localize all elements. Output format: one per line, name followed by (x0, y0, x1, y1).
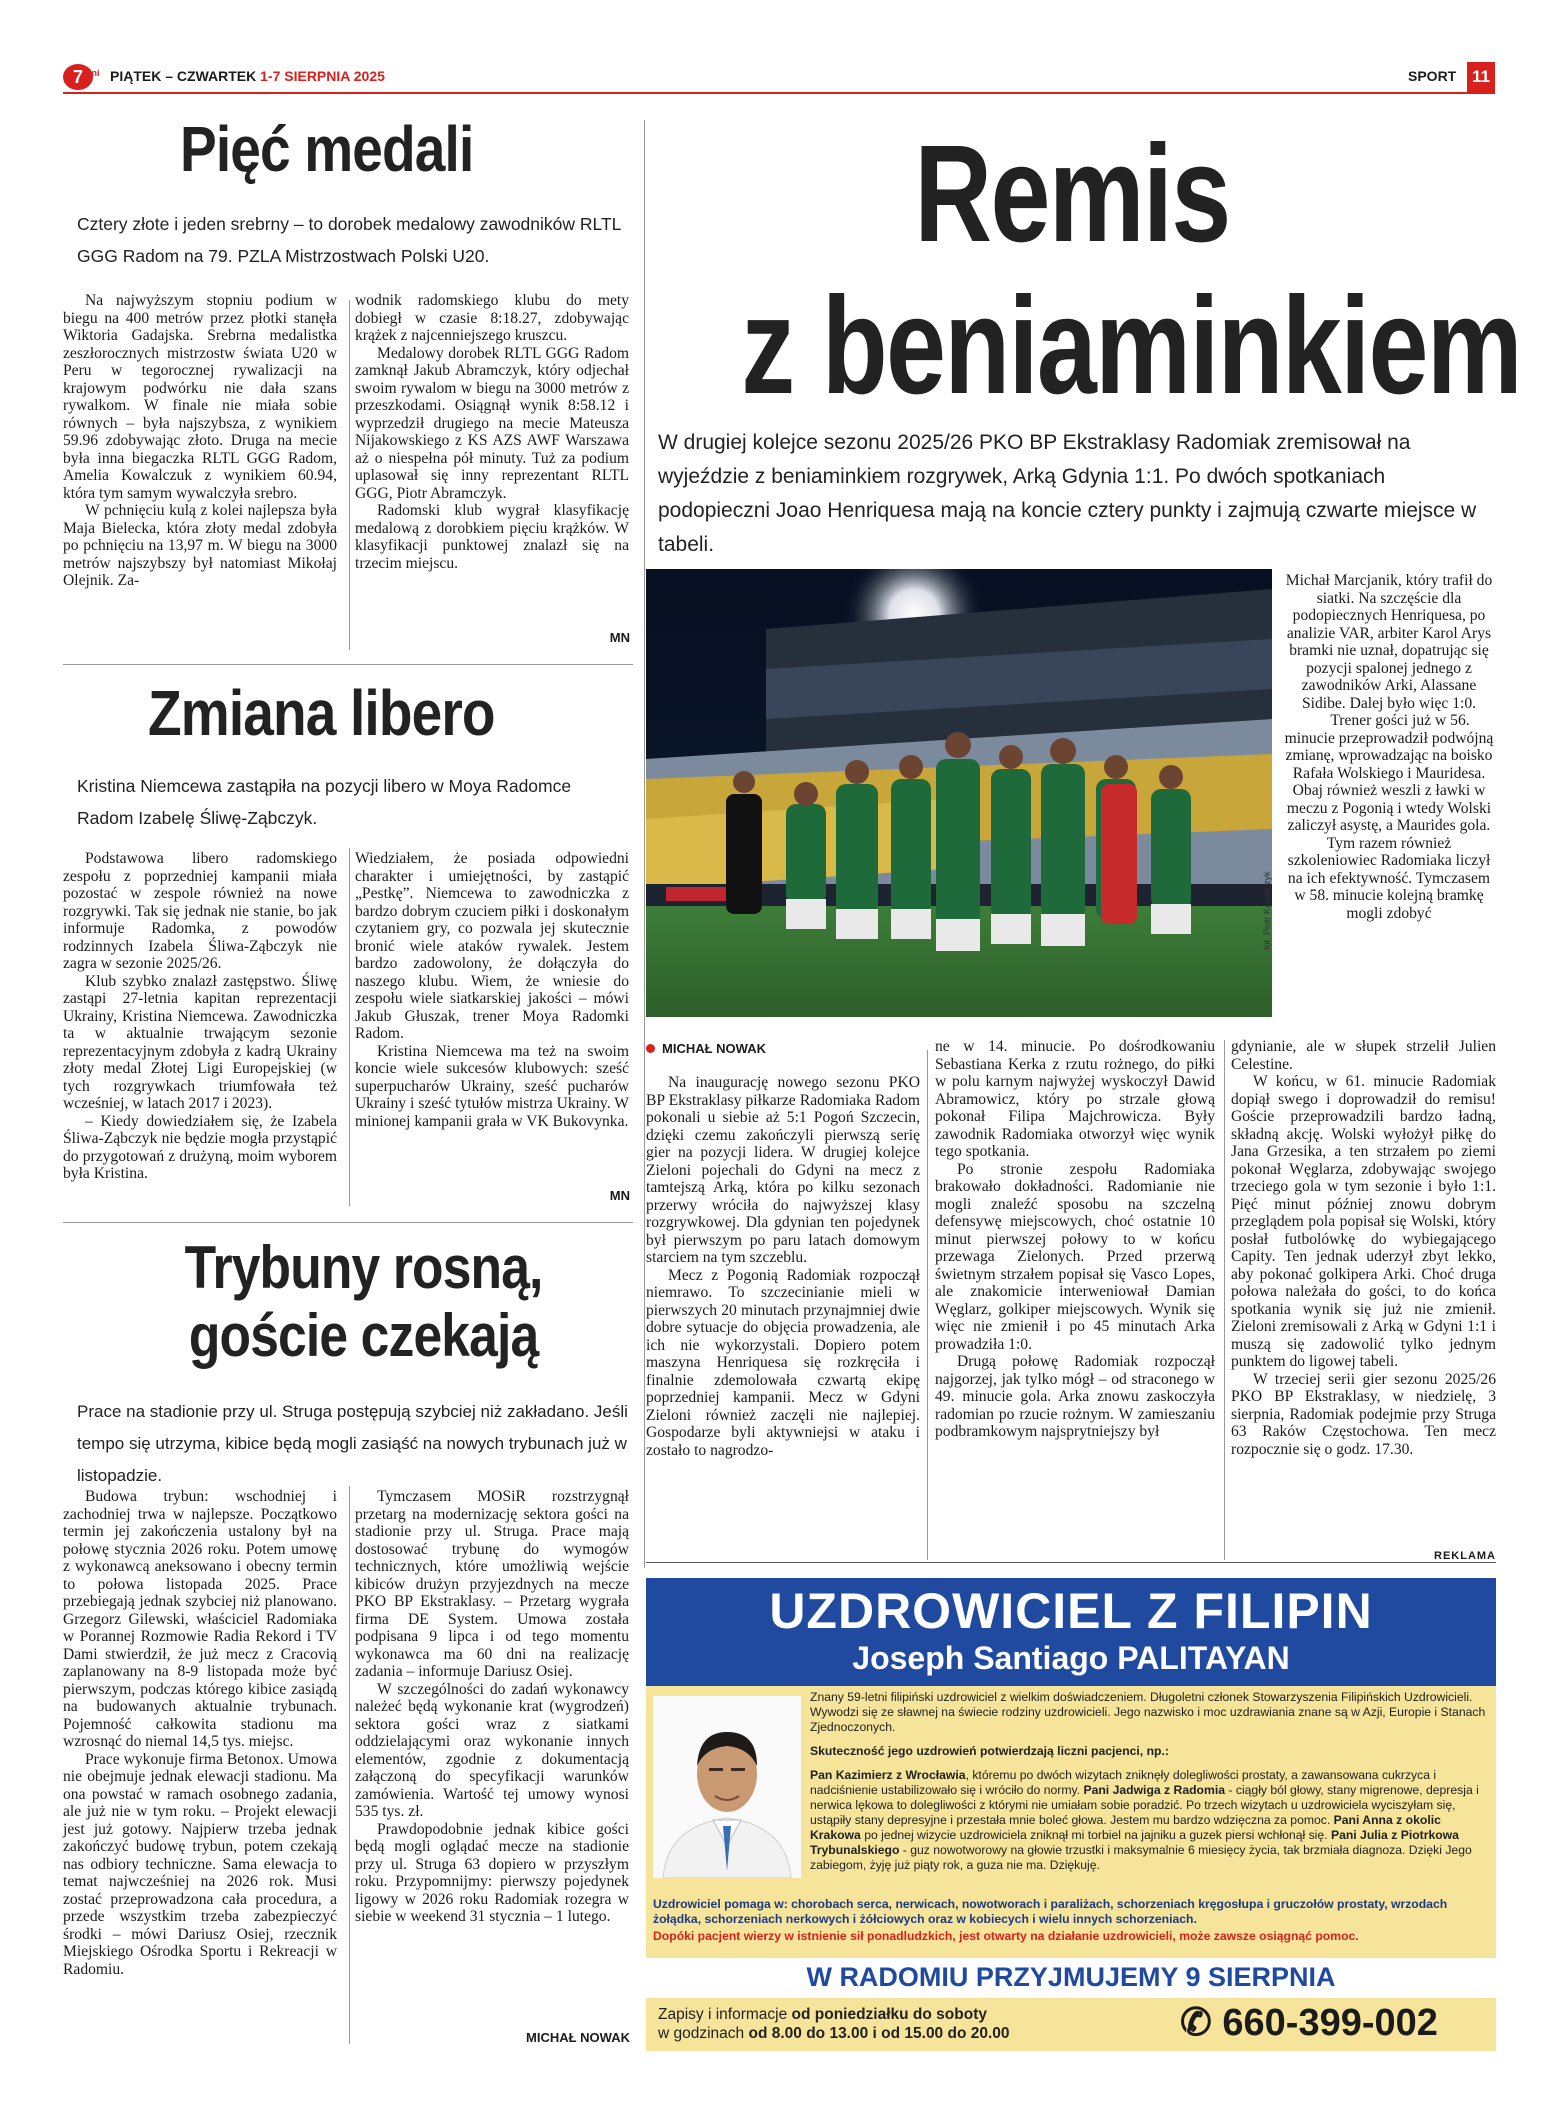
article-column (63, 850, 337, 1183)
paragraph: Trener gości już w 56. minucie przeprowadził podwójną zmianę, wprowadzając na boisko Rafała Wolskiego i Mauridesa. Obaj również weszli z ławki w meczu z Pogonią i wtedy Wolski zaliczył asystę, a Maurides gola. Tym razem również szkoleniowiec Radomiaka liczył na ich efektywność. Tymczasem w 58. minucie kolejną bramkę mogli zdobyć (1284, 712, 1494, 922)
match-photo (646, 569, 1272, 1017)
inner-divider (349, 1486, 350, 2044)
article-column (935, 1038, 1215, 1441)
inner-divider (1224, 1040, 1225, 1560)
paragraph: Na najwyższym stopniu podium w biegu na 400 metrów przez płotki stanęła Wiktoria Gadajska. Srebrna medalistka zeszłorocznych mistrzostw świata U20 w Peru w tegorocznej rywalizacji na krajowym podwórku nie dała szans rywalkom. W finale nie miała sobie równych – była najszybsza, z wynikiem 59.96 zdobywając złoto. Druga na mecie była inna biegaczka RLTL GGG Radom, Amelia Kowalczuk z wynikiem 60.94, która tym samym wywalczyła srebro. (63, 292, 337, 502)
article-lead: W drugiej kolejce sezonu 2025/26 PKO BP Ekstraklasy Radomiak zremisował na wyjeździe z beniaminkiem rozgrywek, Arką Gdynia 1:1. Po dwóch spotkaniach podopieczni Joao Henriquesa mają na koncie cztery punkty i zajmują czwarte miejsce w tabeli. (658, 431, 1477, 556)
article-title (140, 1234, 587, 1370)
ad-info-text: Zapisy i informacje (658, 2006, 792, 2023)
newspaper-logo: 7 (63, 64, 93, 90)
author-bullet-icon (646, 1044, 655, 1053)
inner-divider (349, 300, 350, 650)
paragraph: Prawdopodobnie jednak kibice gości będą mogli oglądać mecze na stadionie przy ul. Struga 63 dopiero w przyszłym roku. Przypomnijmy: pierwszy pojedynek ligowy w 2026 roku Radomiak rozegra w siebie w weekend 31 stycznia – 1 lutego. (355, 1820, 629, 1925)
paragraph: W szczególności do zadań wykonawcy należeć będą wykonanie krat (wygrodzeń) sektora gości wraz z siatkami oddzielającymi oraz wykonanie innych elementów, zgodnie z dokumentacją załączoną do specyfikacji warunków zamówienia. Wartość tej umowy wynosi 535 tys. zł. (355, 1680, 629, 1820)
article-column (646, 1074, 920, 1459)
inner-divider (349, 848, 350, 1206)
ad-confirm: Skuteczność jego uzdrowień potwierdzają liczni pacjenci, np.: (810, 1744, 1169, 1758)
ad-info-days: od poniedziałku do soboty (791, 2006, 987, 2023)
paragraph: Kristina Niemcewa ma też na swoim koncie wiele sukcesów klubowych: sześć superpucharów Ukrainy, sześć pucharów Ukrainy i sześć tytułów mistrza Ukrainy. W minionej kampanii grała w VK Bukovynka. (355, 1042, 629, 1130)
article-column (355, 1488, 629, 1926)
ad-healer-name: Joseph Santiago PALITAYAN (852, 1640, 1290, 1676)
paragraph: Radomski klub wygrał klasyfikację medalową z dorobkiem pięciu krążków. W klasyfikacji punktowej znalazł się na trzecim miejscu. (355, 502, 629, 572)
paragraph: – Kiedy dowiedziałem się, że Izabela Śliwa-Ząbczyk nie będzie mogła przystąpić do przygotowań z drużyną, moim wyborem była Kristina. (63, 1112, 337, 1182)
ad-title: UZDROWICIEL Z FILIPIN (769, 1583, 1373, 1639)
paragraph: W pchnięciu kulą z kolei najlepsza była Maja Bielecka, która złoty medal zdobyła po pchnięciu na 13,97 m. W biegu na 3000 metrów najszybszy był natomiast Mikołaj Olejnik. Za- (63, 502, 337, 589)
phone-icon: ✆ (1180, 2002, 1212, 2044)
section-name: SPORT (1408, 68, 1457, 84)
article-separator (63, 664, 633, 665)
paragraph: Podstawowa libero radomskiego zespołu z poprzedniej kampanii miała pozostać w zespole również na nowe rozgrywki. Tak się jednak nie stanie, bo jak informuje Radomka, z powodów rodzinnych Izabela Śliwa-Ząbczyk nie zagra w sezonie 2025/26. (63, 850, 337, 972)
title-line: z beniaminkiem (741, 269, 1522, 423)
paragraph: Klub szybko znalazł zastępstwo. Śliwę zastąpi 27-letnia kapitan reprezentacji Ukrainy, Kristina Niemcewa. Zawodniczka ta w aktualnie trwającym sezonie reprezentacyjnym zdobyła z kadrą Ukrainy złoty medal Złotej Ligi Europejskiej (w tych rozgrywkach triumfowała też wcześniej, w latach 2017 i 2023). (63, 972, 337, 1112)
article-separator (63, 1222, 633, 1223)
article-column (355, 292, 629, 572)
article-title: Zmiana libero (148, 677, 495, 749)
article-column (1282, 572, 1496, 922)
ad-info-text: w godzinach (658, 2025, 749, 2042)
paragraph: wodnik radomskiego klubu do mety dobiegł w czasie 8:18.27, zdobywając krążek z najcenniejszego kruszcu. (355, 292, 629, 344)
paragraph: Po stronie zespołu Radomiaka brakowało dokładności. Radomianie nie mogli znaleźć sposobu na szczelną defensywę miejscowych, choć ostatnie 10 minut pierwszej połowy to w końcu przewaga Zielonych. Przed przerwą świetnym strzałem popisał się Vasco Lopes, ale znakomicie interweniował Damian Węglarz, golkiper miejscowych. Wynik się więc nie zmienił i po 45 minutach Arka prowadziła 1:0. (935, 1160, 1215, 1353)
title-line: Trybuny rosną, (184, 1234, 543, 1301)
article-title: Pięć medali (180, 113, 474, 185)
ad-separator (646, 1562, 1496, 1563)
inner-divider (927, 1050, 928, 1560)
dateline-days: PIĄTEK – CZWARTEK (110, 68, 261, 84)
paragraph: W trzeciej serii gier sezonu 2025/26 PKO BP Ekstraklasy, w niedzielę, 3 sierpnia, Radomiak podejmie przy Struga 63 Raków Częstochowa. Ten mecz rozpocznie się o godz. 17.30. (1231, 1370, 1496, 1458)
healer-portrait (653, 1696, 801, 1878)
paragraph: Michał Marcjanik, który trafił do siatki. Na szczęście dla podopiecznych Henriquesa, po analizie VAR, arbiter Karol Arys bramki nie uznał, dopatrując się pozycji spalonej jednego z zawodników Arki, Alassane Sidibe. Dalej było więc 1:0. (1285, 572, 1493, 712)
title-line: goście czekają (188, 1302, 539, 1369)
paragraph: gdynianie, ale w słupek strzelił Julien Celestine. (1231, 1038, 1496, 1073)
paragraph: Mecz z Pogonią Radomiak rozpoczął niemrawo. To szczecinianie mieli w pierwszych 20 minutach przynajmniej dwie dobre sytuacje do objęcia prowadzenia, ale ich nie wykorzystali. Dopiero potem maszyna Henriquesa się rozkręciła i finalnie zdemolowała czwartą ekipę poprzedniej kampanii. Mecz w Gdyni Zieloni również zaczęli nie najlepiej. Gospodarze byli aktywniejsi w ataku i zostało to nagrodzo- (646, 1266, 920, 1459)
paragraph: Budowa trybun: wschodniej i zachodniej trwa w najlepsze. Początkowo termin jej zakończenia ustalony był na połowę stycznia 2026 roku. Potem umowę z wykonawcą aneksowano i obecny termin to połowa listopada 2025. Prace przebiegają jednak szybciej niż planowano. Grzegorz Gilewski, właściciel Radomiaka w Porannej Rozmowie Radia Rekord i TV Dami stwierdził, że już mecz z Cracovią zaplanowany na 8-9 listopada może być pierwszym, podczas którego kibice zasiądą na budowanych aktualnie trybunach. Pojemność całkowita stadionu ma wzrosnąć do niemal 14,5 tys. miejsc. (63, 1488, 337, 1750)
ad-intro: Znany 59-letni filipiński uzdrowiciel z wielkim doświadczeniem. Długoletni członek Stowarzyszenia Filipińskich Uzdrowicieli. Wywodzi się ze sławnej na świecie rodziny uzdrowicieli. Jego nazwisko i moc uzdrawiania znane są w Azji, Europie i Stanach Zjednoczonych. (810, 1690, 1486, 1734)
ad-helps-with: Uzdrowiciel pomaga w: chorobach serca, nerwicach, nowotworach i paraliżach, schorzeniach kręgosłupa i gruczołów prostaty, wrzodach żołądka, schorzeniach nerkowych i żółciowych oraz w kobiecych i wielu innych schorzeniach. (653, 1897, 1448, 1926)
dateline-date: 1-7 SIERPNIA 2025 (260, 68, 385, 84)
ad-slogan: Dopóki pacjent wierzy w istnienie sił ponadludzkich, jest otwarty na działanie uzdrowicieli, może zawsze osiągnąć pomoc. (653, 1929, 1359, 1943)
logo-subtitle: dni (86, 68, 100, 78)
author-signature: MICHAŁ NOWAK (526, 2030, 630, 2045)
article-lead: Cztery złote i jeden srebrny – to dorobek medalowy zawodników RLTL GGG Radom na 79. PZLA Mistrzostwach Polski U20. (77, 214, 621, 266)
ad-phone-number: 660-399-002 (1222, 2002, 1438, 2044)
paragraph: Prace wykonuje firma Betonox. Umowa nie obejmuje jednak elewacji stadionu. Ma ona powstać w ramach osobnego zadania, ale już nie w tym roku. – Projekt elewacji jest już gotowy. Najpierw trzeba jednak zakończyć budowę trybun, potem czekają nas odbiory techniczne. Sama elewacja to temat najwcześniej na 2026 rok. Musi zostać przeprowadzona cała procedura, a przede wszystkim trzeba zabezpieczyć środki – mówi Dariusz Osiej, rzecznik Miejskiego Ośrodka Sportu i Rekreacji w Radomiu. (63, 1750, 337, 1978)
photo-credit: fot. Piotr Kowalczyk (1262, 871, 1272, 950)
ad-phone (1180, 2000, 1438, 2045)
article-column (63, 1488, 337, 1978)
healer-portrait-image (653, 1696, 801, 1878)
author-signature: MN (609, 630, 630, 645)
ad-contact-info (658, 2005, 1138, 2043)
article-column (63, 292, 337, 590)
article-lead: Prace na stadionie przy ul. Struga postępują szybciej niż zakładano. Jeśli tempo się utrzyma, kibice będą mogli zasiąść na nowych trybunach już w listopadzie. (77, 1402, 628, 1485)
page-number: 11 (1467, 62, 1495, 92)
paragraph: Tymczasem MOSiR rozstrzygnął przetarg na modernizację sektora gości na stadionie przy ul. Struga. Prace mają dostosować trybunę do wymogów technicznych, które umożliwią wejście kibiców drużyn przyjezdnych na mecze PKO BP Ekstraklasy. – Przetarg wygrała firma DE System. Umowa została podpisana 9 lipca i od tego momentu wykonawca ma 60 dni na realizację zadania – informuje Dariusz Osiej. (355, 1488, 629, 1680)
article-author: MICHAŁ NOWAK (662, 1041, 766, 1056)
team-celebration-photo (646, 569, 1272, 1017)
title-line: Remis (914, 117, 1230, 271)
article-column (1231, 1038, 1496, 1458)
ad-label: REKLAMA (1380, 1550, 1496, 1562)
paragraph: Drugą połowę Radomiak rozpoczął najgorzej, jak tylko mógł – od straconego w 49. minucie gola. Arka znowu zaskoczyła radomian po rzucie rożnym. W zamieszaniu podbramkowym najsprytniejszy był (935, 1353, 1215, 1440)
column-divider (644, 120, 645, 1568)
dateline (110, 68, 385, 84)
paragraph: ne w 14. minucie. Po dośrodkowaniu Sebastiana Kerka z rzutu rożnego, do piłki w polu karnym najwyżej wyskoczył Dawid Abramowicz, który po strzale głową pokonał Filipa Majchrowicza. Były zawodnik Radomiaka otworzył więc wynik tego spotkania. (935, 1038, 1215, 1160)
paragraph: W końcu, w 61. minucie Radomiak dopiął swego i doprowadził do remisu! Goście przeprowadzili bardzo ładną, składną akcję. Wolski wyłożył piłkę do Jana Grzesika, a ten strzałem po ziemi pokonał Węglarza, zdobywając swojego trzeciego gola w tym sezonie i było 1:1. Pięć minut później znowu dobrym przeglądem pola popisał się Wolski, który posłał futbolówkę do wybiegającego Capity. Ten jednak uderzył zbyt lekko, aby pokonać golkipera Arki. Choć druga połowa należała do gości, to do końca spotkania wynik się już nie zmienił. Zieloni zremisowali z Arką w Gdyni 1:1 i muszą się zadowolić tylko jednym punktem do ligowej tabeli. (1231, 1073, 1496, 1370)
ad-city-line: W RADOMIU PRZYJMUJEMY 9 SIERPNIA (806, 1962, 1336, 1992)
article-title (648, 117, 1522, 423)
paragraph: Wiedziałem, że posiada odpowiedni charakter i umiejętności, by zastąpić „Pestkę”. Niemcewa to zawodniczka z bardzo dobrym czuciem piłki i doskonałym czytaniem gry, co pozwala jej skutecznie bronić wiele ataków rywalek. Jestem bardzo zadowolony, że dołączyła do naszego klubu. Wiem, że wniesie do zespołu wiele siatkarskiej jakości – mówi Jakub Głuszak, trener Moya Radomki Radom. (355, 850, 629, 1042)
ad-testimonials: Pan Kazimierz z Wrocławia, któremu po dwóch wizytach zniknęły dolegliwości prostaty, a zawansowana cukrzyca i nadciśnienie ustabilizowało się i wróciło do normy. Pani Jadwiga z Radomia - ciągły ból głowy, stany migrenowe, depresja i nerwica lękowa to dolegliwości z którymi nie umiałam sobie poradzić. Po trzech wizytach u uzdrowiciela wyciszyłam się, ustąpiły stany depresyjne i przestała mnie boleć głowa. Jestem mu bardzo wdzięczna za pomoc. Pani Anna z okolic Krakowa po jednej wizycie uzdrowiciela zniknął mi torbiel na jajniku a guzek piersi wchłonął się. Pani Julia z Piotrkowa Trybunalskiego - guz nowotworowy na głowie trzustki i maksymalnie 6 miesięcy życia, tak brzmiała diagnoza. Dzięki Jego zabiegom, żyję już piąty rok, a guza nie ma. Dziękuję. (810, 1768, 1479, 1872)
article-lead: Kristina Niemcewa zastąpiła na pozycji libero w Moya Radomce Radom Izabelę Śliwę-Ząbczyk. (77, 776, 572, 828)
paragraph: Medalowy dorobek RLTL GGG Radom zamknął Jakub Abramczyk, który odjechał swoim rywalom w biegu na 3000 metrów z przeszkodami. Osiągnął wynik 8:58.12 i wyprzedził drugiego na mecie Mateusza Nijakowskiego z KS AZS AWF Warszawa aż o niespełna pół minuty. Tuż za podium uplasował się inny reprezentant RLTL GGG, Piotr Abramczyk. (355, 344, 629, 502)
paragraph: Na inaugurację nowego sezonu PKO BP Ekstraklasy piłkarze Radomiaka Radom pokonali u siebie aż 5:1 Pogoń Szczecin, dzięki czemu zakończyli pierwszą serię gier na pozycji lidera. W drugiej kolejce Zieloni pojechali do Gdyni na mecz z tamtejszą Arką, która po kilku sezonach przerwy wróciła do najwyższej klasy rozgrywkowej. Dla gdynian ten pojedynek był pierwszym po paru latach domowym starciem na tym szczeblu. (646, 1074, 920, 1266)
ad-info-hours: od 8.00 do 13.00 i od 15.00 do 20.00 (748, 2025, 1010, 2042)
author-signature: MN (609, 1188, 630, 1203)
article-column (355, 850, 629, 1130)
